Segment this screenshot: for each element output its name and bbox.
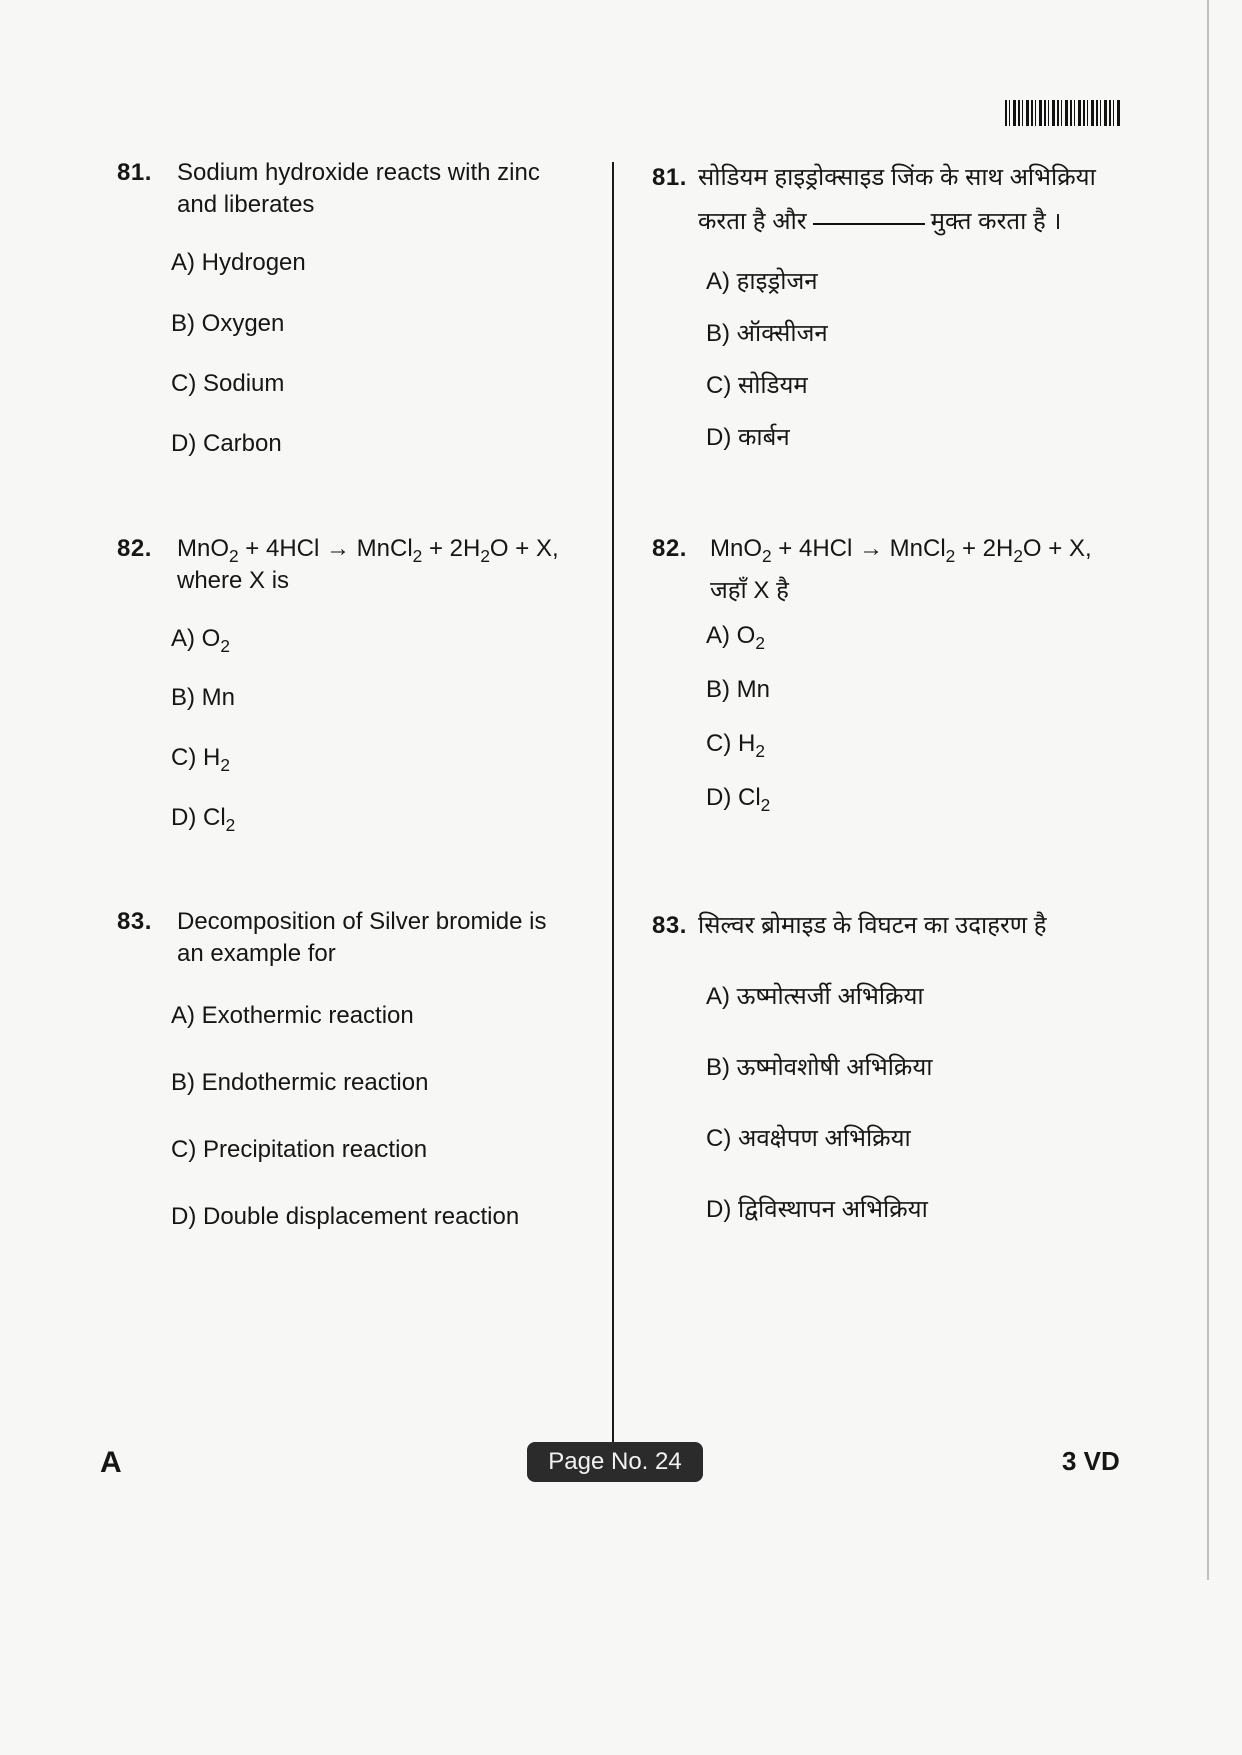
option-a: A) Exothermic reaction — [171, 1002, 414, 1029]
option-a: A) $O_2$ — [706, 622, 765, 654]
option-b: B) Mn — [706, 676, 771, 703]
option-c: C) सोडियम — [706, 372, 808, 399]
question-text — [710, 533, 1192, 607]
question-number: 81. — [652, 164, 687, 191]
option-d: D) कार्बन — [706, 424, 790, 451]
question-text — [177, 533, 597, 597]
question-number: 82. — [652, 535, 687, 562]
question-text — [177, 906, 597, 970]
option-b: B) ऑक्सीजन — [706, 320, 828, 347]
page-number-badge: Page No. 24 — [527, 1442, 703, 1482]
question-text — [177, 157, 587, 221]
page-edge-line — [1207, 0, 1209, 1580]
option-c: C) Precipitation reaction — [171, 1136, 428, 1163]
option-d: D) द्विविस्थापन अभिक्रिया — [706, 1196, 928, 1223]
option-d: D) Double displacement reaction — [171, 1203, 520, 1230]
question-number: 81. — [117, 159, 152, 186]
question-text-line: करता है और मुक्त करता है । — [698, 208, 1062, 235]
question-text-line: where X is — [177, 567, 290, 594]
booklet-code: 3 VD — [1062, 1446, 1120, 1476]
option-c: C) $H_2$ — [171, 744, 230, 776]
question-text — [698, 162, 1172, 238]
option-a: A) हाइड्रोजन — [706, 268, 818, 295]
question-number: 82. — [117, 535, 152, 562]
answer-blank — [813, 223, 925, 225]
option-d: D) Carbon — [171, 430, 282, 457]
option-d: D) $Cl_2$ — [171, 804, 236, 836]
question-text-line: and liberates — [177, 191, 315, 218]
question-text-line: सिल्वर ब्रोमाइड के विघटन का उदाहरण है — [698, 912, 1047, 939]
option-b: B) Mn — [171, 684, 236, 711]
booklet-series: A — [100, 1446, 122, 1479]
option-c: C) Sodium — [171, 370, 285, 397]
option-c: C) अवक्षेपण अभिक्रिया — [706, 1125, 911, 1152]
option-d: D) $Cl_2$ — [706, 784, 771, 816]
option-c: C) $H_2$ — [706, 730, 765, 762]
option-b: B) Endothermic reaction — [171, 1069, 429, 1096]
option-b: B) Oxygen — [171, 310, 285, 337]
equation: MnO$_2$ + 4HCl → MnCl$_2$ + $2H_2O + X$, — [177, 535, 559, 567]
question-text-line: Sodium hydroxide reacts with zinc — [177, 159, 540, 186]
question-text-line: Decomposition of Silver bromide is — [177, 908, 547, 935]
option-a: A) ऊष्मोत्सर्जी अभिक्रिया — [706, 983, 924, 1010]
question-text — [698, 910, 1172, 942]
question-text-line: सोडियम हाइड्रोक्साइड जिंक के साथ अभिक्रिया — [698, 164, 1096, 191]
question-number: 83. — [652, 912, 687, 939]
question-text-line: an example for — [177, 940, 336, 967]
equation: MnO$_2$ + 4HCl → MnCl$_2$ + $2H_2O + X$, — [710, 535, 1092, 567]
barcode-icon — [1005, 100, 1121, 126]
option-b: B) ऊष्मोवशोषी अभिक्रिया — [706, 1054, 933, 1081]
column-divider — [612, 162, 614, 1452]
question-text-line: जहाँ X है — [710, 577, 789, 604]
option-a: A) $O_2$ — [171, 625, 230, 657]
option-a: A) Hydrogen — [171, 249, 306, 276]
question-number: 83. — [117, 908, 152, 935]
